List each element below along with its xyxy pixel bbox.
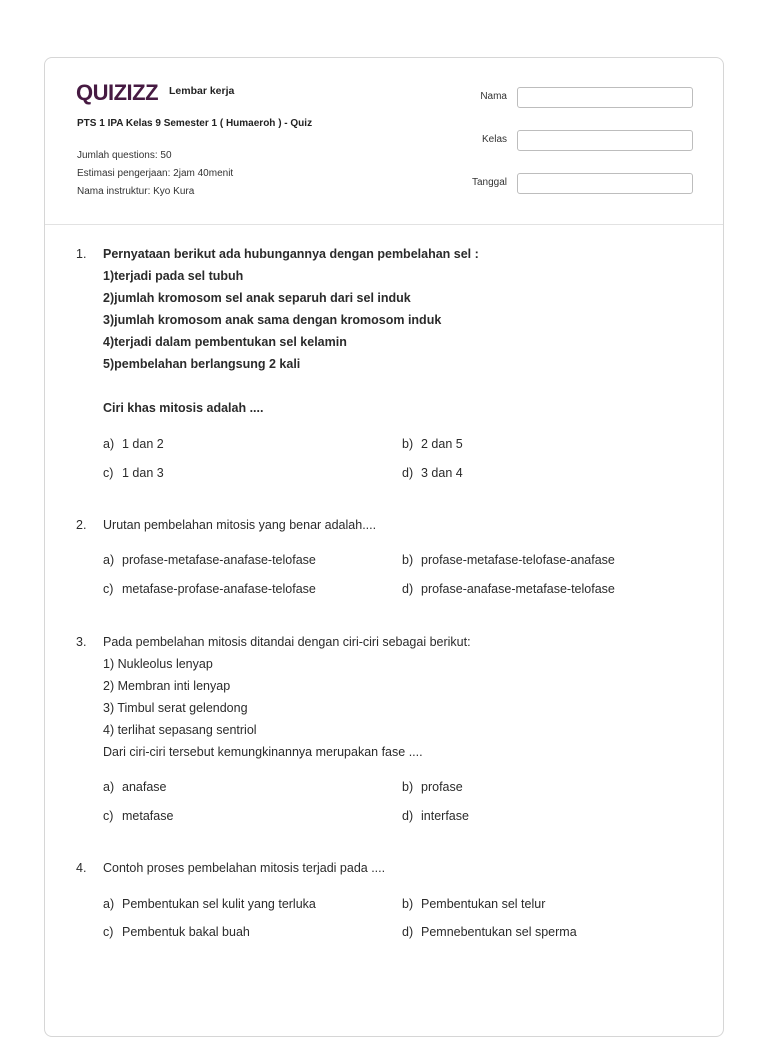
option-text: Pemnebentukan sel sperma	[421, 925, 577, 939]
question-line: Contoh proses pembelahan mitosis terjadi pada ....	[103, 861, 386, 875]
option-3a[interactable]	[103, 780, 166, 794]
option-text: metafase	[122, 809, 174, 823]
option-letter: a)	[103, 553, 115, 567]
question-line: Pada pembelahan mitosis ditandai dengan ciri-ciri sebagai berikut:	[103, 635, 471, 649]
option-1b[interactable]	[402, 437, 463, 451]
question-line: Dari ciri-ciri tersebut kemungkinannya merupakan fase ....	[103, 745, 423, 759]
option-2a[interactable]	[103, 553, 316, 567]
option-4d[interactable]	[402, 925, 577, 939]
option-2c[interactable]	[103, 582, 316, 596]
option-letter: b)	[402, 437, 414, 451]
option-3d[interactable]	[402, 809, 469, 823]
option-letter: d)	[402, 582, 414, 596]
option-text: 1 dan 3	[122, 466, 164, 480]
question-line: 1) Nukleolus lenyap	[103, 657, 213, 671]
option-letter: c)	[103, 466, 114, 480]
question-line: 5)pembelahan berlangsung 2 kali	[103, 357, 301, 371]
date-label: Tanggal	[471, 177, 507, 188]
quiz-title: PTS 1 IPA Kelas 9 Semester 1 ( Humaeroh ) - Quiz	[77, 118, 313, 129]
question-line: 2) Membran inti lenyap	[103, 679, 231, 693]
option-letter: d)	[402, 809, 414, 823]
name-field[interactable]	[517, 87, 693, 108]
question-text	[103, 857, 683, 879]
option-text: anafase	[122, 780, 167, 794]
option-text: Pembentuk bakal buah	[122, 925, 250, 939]
logo-subtitle: Lembar kerja	[169, 85, 235, 97]
option-letter: d)	[402, 925, 414, 939]
date-field[interactable]	[517, 173, 693, 194]
option-letter: c)	[103, 925, 114, 939]
instructor-name: Nama instruktur: Kyo Kura	[77, 186, 195, 197]
class-field[interactable]	[517, 130, 693, 151]
option-text: profase-metafase-anafase-telofase	[122, 553, 316, 567]
option-text: Pembentukan sel kulit yang terluka	[122, 897, 316, 911]
question-number: 2.	[76, 518, 87, 532]
option-letter: c)	[103, 809, 114, 823]
question-line: Pernyataan berikut ada hubungannya dengan pembelahan sel :	[103, 247, 479, 261]
quizizz-logo: QUIZIZZ	[76, 80, 159, 105]
option-text: metafase-profase-anafase-telofase	[122, 582, 316, 596]
option-text: 2 dan 5	[421, 437, 463, 451]
option-letter: a)	[103, 437, 115, 451]
question-line: 3) Timbul serat gelendong	[103, 701, 248, 715]
blank-line	[103, 375, 683, 397]
question-line: Ciri khas mitosis adalah ....	[103, 401, 264, 415]
option-2b[interactable]	[402, 553, 615, 567]
option-3c[interactable]	[103, 809, 173, 823]
option-letter: a)	[103, 780, 115, 794]
option-text: Pembentukan sel telur	[421, 897, 546, 911]
option-text: profase-metafase-telofase-anafase	[421, 553, 615, 567]
option-3b[interactable]	[402, 780, 463, 794]
question-line: 4)terjadi dalam pembentukan sel kelamin	[103, 335, 347, 349]
option-2d[interactable]	[402, 582, 615, 596]
option-4a[interactable]	[103, 897, 316, 911]
question-text	[103, 243, 683, 419]
option-1a[interactable]	[103, 437, 164, 451]
question-number: 3.	[76, 635, 87, 649]
worksheet-header	[45, 58, 723, 225]
question-line: 4) terlihat sepasang sentriol	[103, 723, 257, 737]
option-1c[interactable]	[103, 466, 164, 480]
option-text: 3 dan 4	[421, 466, 463, 480]
question-text	[103, 514, 683, 536]
option-text: 1 dan 2	[122, 437, 164, 451]
question-line: 2)jumlah kromosom sel anak separuh dari sel induk	[103, 291, 411, 305]
question-count: Jumlah questions: 50	[77, 150, 172, 161]
option-4b[interactable]	[402, 897, 545, 911]
option-letter: b)	[402, 780, 414, 794]
option-letter: d)	[402, 466, 414, 480]
name-label: Nama	[480, 91, 507, 102]
option-letter: b)	[402, 897, 414, 911]
class-label: Kelas	[481, 134, 507, 145]
question-text	[103, 631, 683, 763]
question-line: 3)jumlah kromosom anak sama dengan kromosom induk	[103, 313, 442, 327]
option-text: profase	[421, 780, 463, 794]
worksheet-card	[44, 57, 724, 1037]
question-line: 1)terjadi pada sel tubuh	[103, 269, 244, 283]
option-text: interfase	[421, 809, 469, 823]
question-line: Urutan pembelahan mitosis yang benar adalah....	[103, 518, 377, 532]
question-number: 4.	[76, 861, 87, 875]
question-number: 1.	[76, 247, 87, 261]
option-4c[interactable]	[103, 925, 250, 939]
option-letter: b)	[402, 553, 414, 567]
option-1d[interactable]	[402, 466, 463, 480]
time-estimate: Estimasi pengerjaan: 2jam 40menit	[77, 168, 234, 179]
option-text: profase-anafase-metafase-telofase	[421, 582, 615, 596]
option-letter: c)	[103, 582, 114, 596]
option-letter: a)	[103, 897, 115, 911]
